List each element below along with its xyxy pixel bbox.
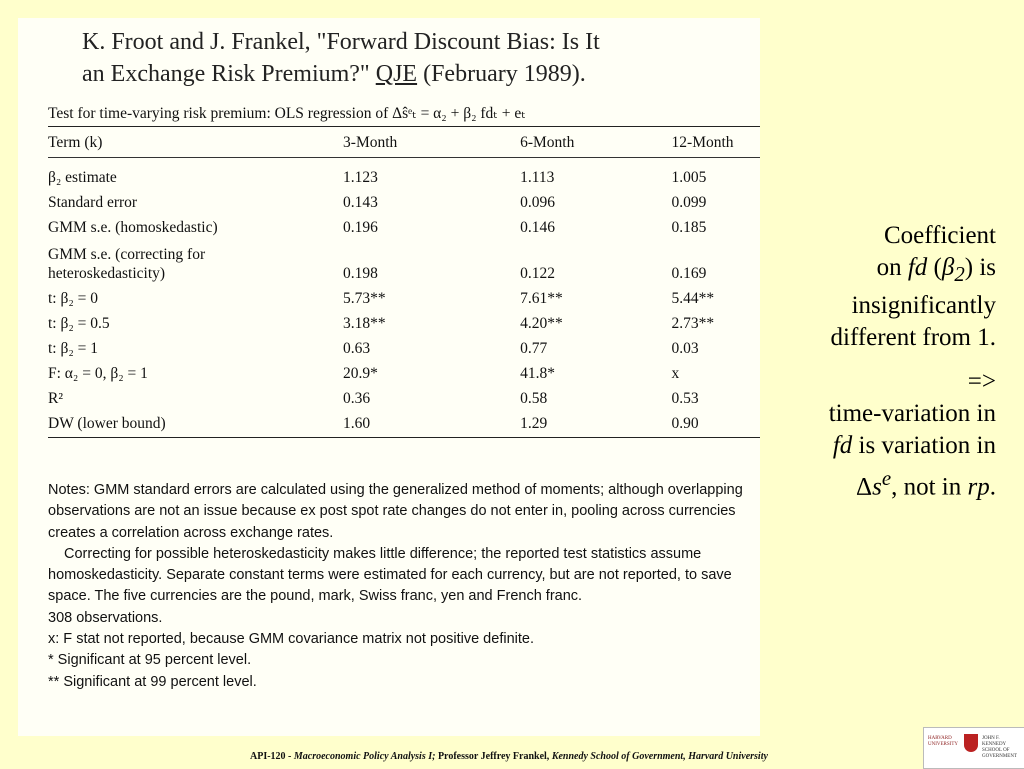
note-significance-95: * Significant at 95 percent level. xyxy=(48,652,252,669)
cell-3-month: 1.60 xyxy=(343,415,371,432)
commentary-text: time-variation in xyxy=(828,400,996,427)
footer-professor: Professor Jeffrey Frankel, xyxy=(435,751,552,762)
citation-title-end: an Exchange Risk Premium?" xyxy=(82,61,370,87)
table-row xyxy=(48,162,760,187)
commentary-text: Coefficient xyxy=(884,222,996,249)
commentary-text: . xyxy=(989,473,996,501)
citation-line-2 xyxy=(82,58,600,90)
note-observations: 308 observations. xyxy=(48,609,163,626)
cell-12-month: x xyxy=(671,365,680,382)
cell-12-month: 5.44** xyxy=(671,290,715,307)
commentary-text: ( xyxy=(927,254,942,281)
logo-harvard-text: HARVARD UNIVERSITY xyxy=(928,736,958,747)
row-label: t: β₂ = 1 xyxy=(48,340,99,357)
commentary-beta: β xyxy=(941,254,955,281)
commentary-text: insignificantly xyxy=(851,292,996,319)
slide-footer xyxy=(250,751,768,762)
commentary-text: is variation in xyxy=(852,432,996,459)
shield-icon xyxy=(964,734,978,752)
cell-12-month: 0.03 xyxy=(671,340,699,357)
cell-12-month: 0.169 xyxy=(671,265,707,282)
table-row xyxy=(48,408,760,433)
cell-6-month: 0.77 xyxy=(520,340,548,357)
cell-12-month: 1.005 xyxy=(671,169,707,186)
table-row xyxy=(48,383,760,408)
table-row xyxy=(48,212,760,237)
table-row xyxy=(48,308,760,333)
commentary-text: ) is xyxy=(964,254,996,281)
note-significance-99: ** Significant at 99 percent level. xyxy=(48,673,257,690)
scanned-table-image xyxy=(18,18,760,736)
cell-6-month: 41.8* xyxy=(520,365,555,382)
commentary-s: s xyxy=(872,473,882,501)
row-label: t: β₂ = 0 xyxy=(48,290,99,307)
commentary-superscript: e xyxy=(881,466,892,490)
harvard-ksg-logo xyxy=(923,727,1024,769)
commentary-point-1 xyxy=(746,220,996,354)
note-paragraph: Correcting for possible heteroskedasticity makes little difference; the reported test statistics assume homoskedasticity. Separate constant terms were estimated for each currency, but are not reported, to save space. The five currencies are the pound, mark, Swiss franc, yen and French franc. xyxy=(48,545,732,605)
cell-6-month: 0.146 xyxy=(520,219,555,236)
citation xyxy=(82,26,600,90)
commentary-text: different from 1. xyxy=(830,324,996,351)
table-notes xyxy=(48,480,760,693)
table-body xyxy=(48,158,760,437)
cell-3-month: 20.9* xyxy=(343,365,378,382)
commentary xyxy=(746,220,996,515)
cell-6-month: 4.20** xyxy=(520,315,563,332)
citation-line-1: K. Froot and J. Frankel, "Forward Discount Bias: Is It xyxy=(82,29,600,55)
cell-3-month: 0.143 xyxy=(343,194,378,211)
row-label: DW (lower bound) xyxy=(48,415,166,432)
column-header-12-month: 12-Month xyxy=(671,133,734,151)
cell-6-month: 0.58 xyxy=(520,390,548,407)
journal-name: QJE xyxy=(375,61,418,87)
cell-12-month: 2.73** xyxy=(671,315,715,332)
column-header-6-month: 6-Month xyxy=(520,133,575,151)
commentary-delta: Δ xyxy=(856,473,873,501)
column-header-term: Term (k) xyxy=(48,133,103,151)
note-paragraph: Notes: GMM standard errors are calculated using the generalized method of moments; although overlapping observations are not an issue because ex post spot rate changes do not enter in, pooling across currencies creates a correlation across exchange rates. xyxy=(48,482,743,541)
cell-3-month: 5.73** xyxy=(343,290,386,307)
cell-3-month: 1.123 xyxy=(343,169,378,186)
cell-3-month: 0.198 xyxy=(343,265,378,282)
cell-12-month: 0.099 xyxy=(671,194,707,211)
row-label: GMM s.e. (correcting for heteroskedasticity) xyxy=(48,246,206,282)
table-header-row xyxy=(48,127,760,157)
cell-6-month: 1.113 xyxy=(520,169,555,186)
commentary-text: on xyxy=(876,254,908,281)
commentary-text: , not in xyxy=(891,473,968,501)
cell-6-month: 1.29 xyxy=(520,415,548,432)
table-row xyxy=(48,187,760,212)
logo-ksg-text: JOHN F. KENNEDY SCHOOL OF GOVERNMENT xyxy=(982,736,1017,759)
table-row xyxy=(48,283,760,308)
cell-12-month: 0.90 xyxy=(671,415,699,432)
cell-12-month: 0.53 xyxy=(671,390,699,407)
cell-3-month: 0.63 xyxy=(343,340,371,357)
cell-6-month: 7.61** xyxy=(520,290,563,307)
commentary-subscript: 2 xyxy=(954,262,965,286)
footer-course-title: Macroeconomic Policy Analysis I; xyxy=(293,751,436,762)
row-label: β₂ estimate xyxy=(48,169,117,186)
table-row xyxy=(48,358,760,383)
commentary-fd: fd xyxy=(907,254,928,281)
commentary-fd: fd xyxy=(832,432,853,459)
commentary-point-2 xyxy=(746,366,996,503)
table-row xyxy=(48,237,760,283)
row-label: Standard error xyxy=(48,194,138,211)
citation-date: (February 1989). xyxy=(423,61,586,87)
column-header-3-month: 3-Month xyxy=(343,133,398,151)
cell-12-month: 0.185 xyxy=(671,219,707,236)
cell-3-month: 0.196 xyxy=(343,219,378,236)
regression-table xyxy=(48,102,760,438)
row-label: t: β₂ = 0.5 xyxy=(48,315,110,332)
table-title: Test for time-varying risk premium: OLS regression of Δŝᵉₜ = α₂ + β₂ fdₜ + eₜ xyxy=(48,105,526,122)
row-label: R² xyxy=(48,390,63,407)
table-row xyxy=(48,333,760,358)
row-label: F: α₂ = 0, β₂ = 1 xyxy=(48,365,148,382)
footer-course: API-120 - xyxy=(250,751,294,762)
table-bottom-rule xyxy=(48,437,760,438)
note-x: x: F stat not reported, because GMM covariance matrix not positive definite. xyxy=(48,631,534,648)
implies-arrow: => xyxy=(967,368,996,395)
commentary-rp: rp xyxy=(967,473,990,501)
cell-3-month: 0.36 xyxy=(343,390,371,407)
row-label: GMM s.e. (homoskedastic) xyxy=(48,219,218,236)
cell-6-month: 0.122 xyxy=(520,265,555,282)
footer-institution: Kennedy School of Government, Harvard University xyxy=(551,751,768,762)
cell-6-month: 0.096 xyxy=(520,194,555,211)
cell-3-month: 3.18** xyxy=(343,315,386,332)
